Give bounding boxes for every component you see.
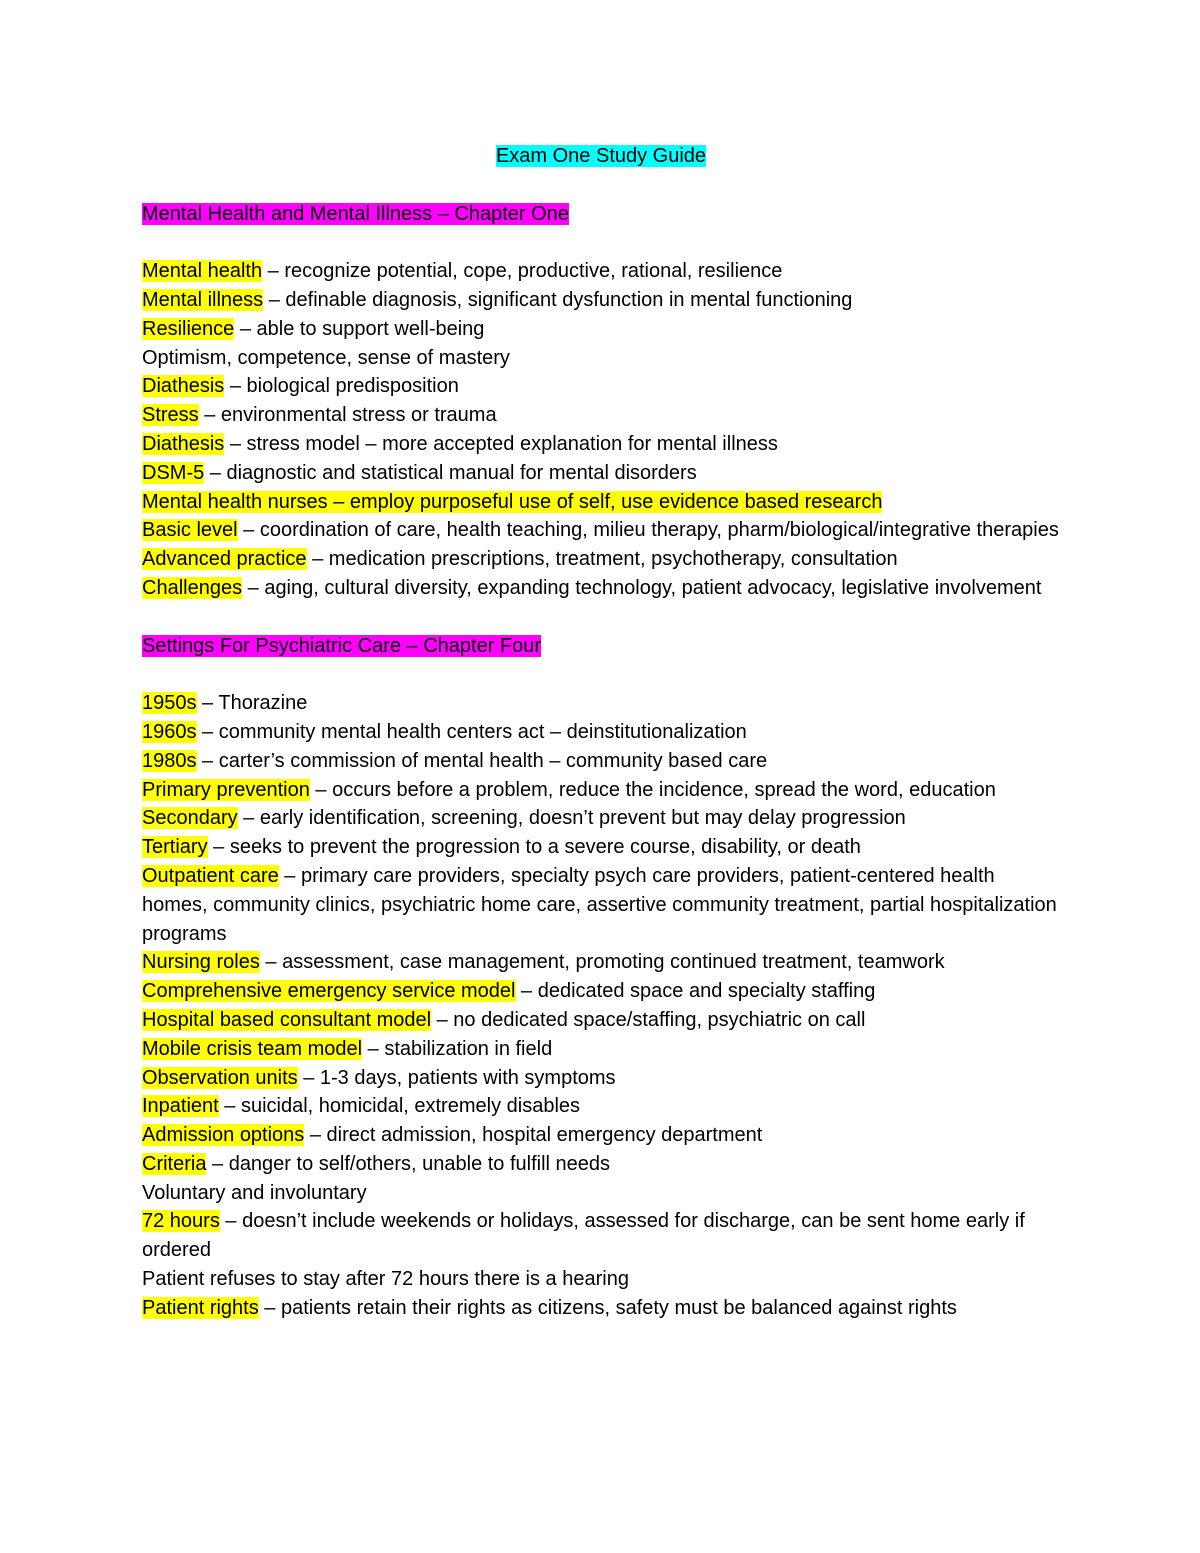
term-description: – diagnostic and statistical manual for mental disorders — [204, 461, 697, 484]
note-line — [142, 344, 1060, 373]
term-description: – recognize potential, cope, productive, rational, resilience — [262, 260, 783, 283]
highlighted-term: Mental health — [142, 260, 263, 283]
note-line — [142, 1006, 1060, 1035]
spacer — [142, 228, 1060, 257]
term-description: – stabilization in field — [362, 1037, 553, 1060]
highlighted-term: Mobile crisis team model — [142, 1037, 363, 1060]
section-heading: Settings For Psychiatric Care – Chapter Four — [142, 634, 542, 657]
highlighted-term: Challenges — [142, 576, 243, 599]
note-line — [142, 833, 1060, 862]
highlighted-term: Hospital based consultant model — [142, 1008, 432, 1031]
note-line — [142, 718, 1060, 747]
term-description: – able to support well-being — [234, 317, 485, 340]
note-line — [142, 286, 1060, 315]
highlighted-term: 72 hours — [142, 1210, 220, 1233]
term-description: – environmental stress or trauma — [198, 404, 497, 427]
spacer — [142, 660, 1060, 689]
term-description: – patients retain their rights as citizens, safety must be balanced against rights — [258, 1296, 957, 1319]
highlighted-term: Basic level — [142, 519, 238, 542]
note-line — [142, 459, 1060, 488]
highlighted-term: Diathesis — [142, 375, 225, 398]
term-description: Patient refuses to stay after 72 hours there is a hearing — [142, 1268, 629, 1291]
highlighted-term: Outpatient care — [142, 864, 279, 887]
term-description: – biological predisposition — [224, 375, 459, 398]
note-line — [142, 315, 1060, 344]
term-description: – carter’s commission of mental health – community based care — [196, 749, 768, 772]
highlighted-term: Stress — [142, 404, 199, 427]
highlighted-term: Patient rights — [142, 1296, 259, 1319]
note-line — [142, 401, 1060, 430]
term-description: – definable diagnosis, significant dysfunction in mental functioning — [263, 288, 853, 311]
term-description: – danger to self/others, unable to fulfill needs — [206, 1152, 611, 1175]
highlighted-term: Resilience — [142, 317, 235, 340]
document-page — [142, 142, 1060, 1323]
note-line — [142, 689, 1060, 718]
note-line — [142, 1035, 1060, 1064]
highlighted-term: Advanced practice — [142, 548, 307, 571]
term-description: – medication prescriptions, treatment, psychotherapy, consultation — [306, 548, 898, 571]
note-line — [142, 516, 1060, 545]
spacer — [142, 171, 1060, 200]
term-description: – seeks to prevent the progression to a severe course, disability, or death — [207, 836, 861, 859]
term-description: – assessment, case management, promoting continued treatment, teamwork — [259, 951, 945, 974]
term-description: – doesn’t include weekends or holidays, assessed for discharge, can be sent home early if ordered — [142, 1210, 1025, 1262]
term-description: Optimism, competence, sense of mastery — [142, 346, 510, 369]
term-description: – 1-3 days, patients with symptoms — [297, 1066, 616, 1089]
highlighted-term: Inpatient — [142, 1095, 219, 1118]
page-title: Exam One Study Guide — [495, 145, 707, 167]
term-description: – coordination of care, health teaching, milieu therapy, pharm/biological/integrative therapies — [237, 519, 1059, 542]
note-line — [142, 1121, 1060, 1150]
note-line — [142, 1294, 1060, 1323]
section-heading: Mental Health and Mental Illness – Chapter One — [142, 202, 569, 225]
term-description: – direct admission, hospital emergency department — [304, 1124, 763, 1147]
note-line — [142, 574, 1060, 603]
term-description: – primary care providers, specialty psych care providers, patient-centered health homes, community clinics, psychiatric home care, assertive community treatment, partial hospitalization programs — [142, 864, 1057, 945]
highlighted-term: Mental health nurses – employ purposeful use of self, use evidence based research — [142, 490, 883, 513]
highlighted-term: 1980s — [142, 749, 197, 772]
term-description: Voluntary and involuntary — [142, 1181, 367, 1204]
note-line — [142, 372, 1060, 401]
term-description: – early identification, screening, doesn’t prevent but may delay progression — [237, 807, 906, 830]
highlighted-term: Tertiary — [142, 836, 208, 859]
note-line — [142, 430, 1060, 459]
highlighted-term: Observation units — [142, 1066, 298, 1089]
title-line — [142, 142, 1060, 171]
section-heading-line — [142, 200, 1060, 229]
highlighted-term: Diathesis — [142, 432, 225, 455]
note-line — [142, 747, 1060, 776]
note-line — [142, 1064, 1060, 1093]
term-description: – no dedicated space/staffing, psychiatric on call — [431, 1008, 866, 1031]
highlighted-term: 1950s — [142, 692, 197, 715]
highlighted-term: Comprehensive emergency service model — [142, 980, 516, 1003]
highlighted-term: 1960s — [142, 720, 197, 743]
term-description: – stress model – more accepted explanation for mental illness — [224, 432, 778, 455]
highlighted-term: Mental illness — [142, 288, 264, 311]
note-line — [142, 776, 1060, 805]
note-line — [142, 1265, 1060, 1294]
note-line — [142, 977, 1060, 1006]
term-description: – suicidal, homicidal, extremely disables — [218, 1095, 581, 1118]
term-description: – dedicated space and specialty staffing — [515, 980, 876, 1003]
note-line — [142, 1207, 1060, 1265]
sections-container — [142, 200, 1060, 1323]
term-description: – Thorazine — [196, 692, 308, 715]
highlighted-term: Nursing roles — [142, 951, 260, 974]
highlighted-term: Primary prevention — [142, 778, 310, 801]
highlighted-term: Criteria — [142, 1152, 207, 1175]
spacer — [142, 603, 1060, 632]
term-description: – occurs before a problem, reduce the incidence, spread the word, education — [309, 778, 996, 801]
note-line — [142, 1092, 1060, 1121]
highlighted-term: Admission options — [142, 1124, 305, 1147]
note-line — [142, 804, 1060, 833]
note-line — [142, 545, 1060, 574]
note-line — [142, 862, 1060, 948]
term-description: – community mental health centers act – deinstitutionalization — [196, 720, 747, 743]
note-line — [142, 257, 1060, 286]
section-heading-line — [142, 632, 1060, 661]
note-line — [142, 948, 1060, 977]
note-line — [142, 1150, 1060, 1179]
note-line — [142, 488, 1060, 517]
highlighted-term: DSM-5 — [142, 461, 205, 484]
term-description: – aging, cultural diversity, expanding technology, patient advocacy, legislative involvement — [242, 576, 1042, 599]
highlighted-term: Secondary — [142, 807, 238, 830]
note-line — [142, 1179, 1060, 1208]
